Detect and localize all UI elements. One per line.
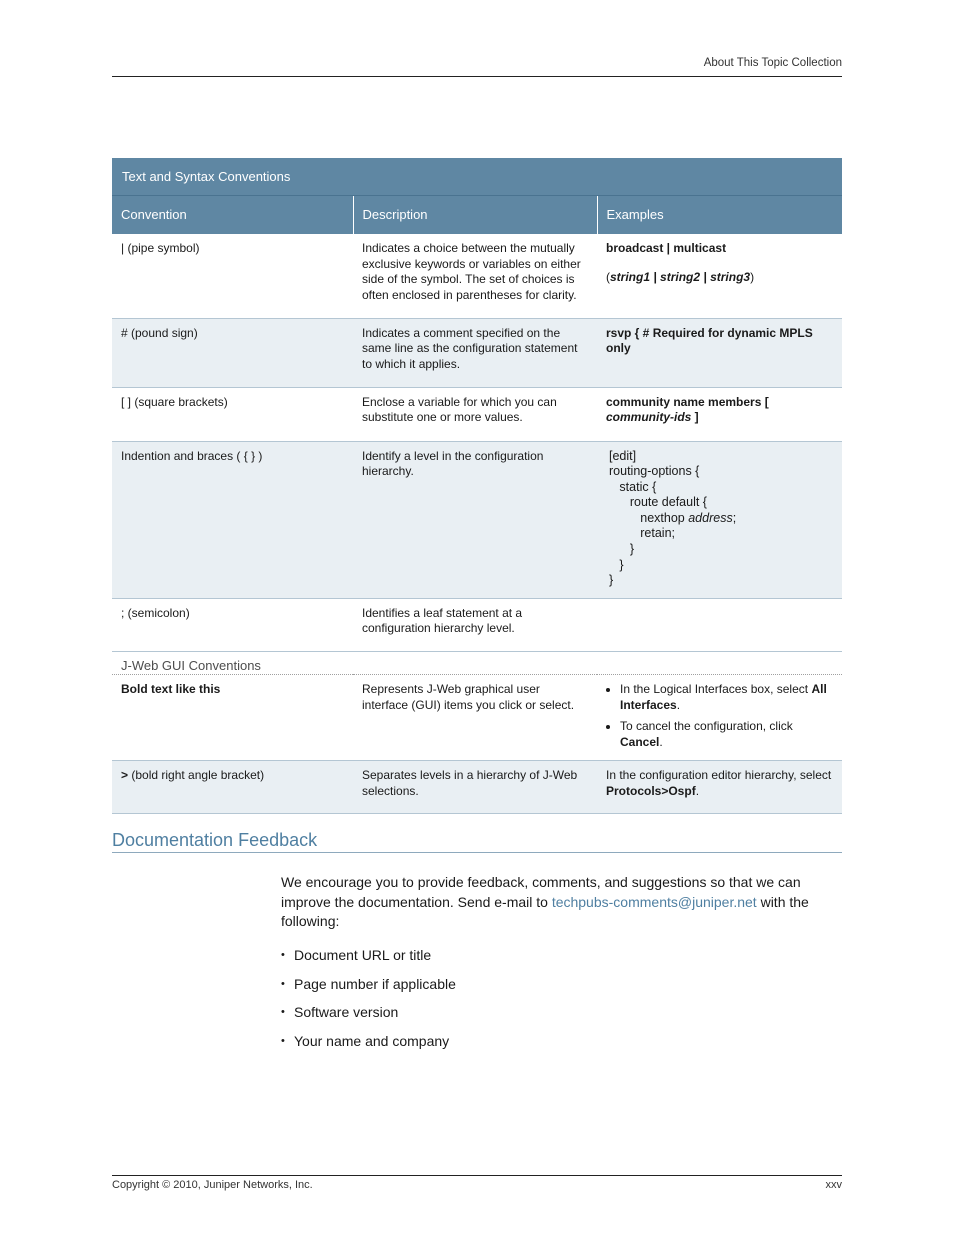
list-item xyxy=(281,946,456,975)
example-bracket: ] xyxy=(691,410,699,424)
example-line: community name members [ xyxy=(606,394,769,409)
list-item xyxy=(620,682,833,713)
paren-open: ( xyxy=(606,269,610,284)
table-row xyxy=(112,675,842,761)
conventions-table xyxy=(112,158,842,814)
running-header: About This Topic Collection xyxy=(112,57,842,77)
gui-section-title: J-Web GUI Conventions xyxy=(112,651,842,675)
list-item-text: Your name and company xyxy=(294,1033,450,1050)
paragraph-text: with the following: xyxy=(281,893,809,929)
example-cell xyxy=(597,761,842,814)
bullet-icon: • xyxy=(281,949,285,961)
code-variable: address xyxy=(688,510,733,525)
table-title: Text and Syntax Conventions xyxy=(112,158,842,196)
bullet-icon: • xyxy=(281,977,285,990)
description-cell: Indicates a choice between the mutually exclusive keywords or variables on either side of the symbol. The set of choices is often enclosed in parentheses for clarity. xyxy=(353,234,597,318)
gui-path: Protocols>Ospf xyxy=(606,783,696,798)
paren-close: ) xyxy=(750,269,755,284)
convention-cell: # (pound sign) xyxy=(112,318,353,387)
feedback-list xyxy=(281,946,456,1061)
example-cell: rsvp { # Required for dynamic MPLS only xyxy=(597,318,842,387)
bracket-symbol: > xyxy=(121,768,129,782)
list-item xyxy=(620,719,833,750)
list-item-text: Page number if applicable xyxy=(294,975,456,992)
table-row xyxy=(112,234,842,318)
feedback-paragraph xyxy=(281,873,841,932)
table-row xyxy=(112,598,842,651)
example-line xyxy=(606,410,833,426)
example-cell xyxy=(597,234,842,318)
gui-item: All Interfaces xyxy=(620,682,827,712)
convention-cell: Bold text like this xyxy=(112,675,353,761)
email-link[interactable]: techpubs-comments@juniper.net xyxy=(551,893,757,910)
list-item-text: In the Logical Interfaces box, select xyxy=(620,682,812,696)
column-header-convention: Convention xyxy=(112,196,353,235)
table-row xyxy=(112,761,842,814)
copyright: Copyright © 2010, Juniper Networks, Inc. xyxy=(112,1179,313,1191)
list-item-text: Document URL or title xyxy=(294,947,432,963)
example-cell xyxy=(597,441,842,598)
punctuation: . xyxy=(659,734,663,749)
example-list xyxy=(606,682,833,750)
example-cell xyxy=(597,387,842,441)
table-row xyxy=(112,318,842,387)
bullet-icon: • xyxy=(281,1006,285,1019)
description-cell: Represents J-Web graphical user interface (GUI) items you click or select. xyxy=(353,675,597,761)
example-line: broadcast | multicast xyxy=(606,241,727,255)
example-variables: string1 | string2 | string3 xyxy=(610,269,751,284)
column-header-examples: Examples xyxy=(597,196,842,235)
example-text: In the configuration editor hierarchy, select xyxy=(606,768,832,782)
paragraph-text: We encourage you to provide feedback, comments, and suggestions so that we can improve the documentation. Send e-mail to xyxy=(281,874,801,910)
list-item xyxy=(281,975,456,1004)
convention-cell xyxy=(112,761,353,814)
list-item xyxy=(281,1003,456,1032)
example-line xyxy=(606,270,833,286)
bullet-icon: • xyxy=(281,1035,285,1048)
convention-text: (bold right angle bracket) xyxy=(128,768,265,782)
description-cell: Identifies a leaf statement at a configuration hierarchy level. xyxy=(353,598,597,651)
example-cell xyxy=(597,675,842,761)
punctuation: . xyxy=(676,697,681,712)
column-header-description: Description xyxy=(353,196,597,235)
convention-cell: ; (semicolon) xyxy=(112,598,353,651)
list-item-text: Software version xyxy=(294,1004,399,1021)
list-item-text: To cancel the configuration, click xyxy=(620,719,793,733)
description-cell: Separates levels in a hierarchy of J-Web selections. xyxy=(353,761,597,814)
table-row xyxy=(112,441,842,598)
example-variable: community-ids xyxy=(606,410,692,424)
description-cell: Identify a level in the configuration hierarchy. xyxy=(353,441,597,598)
page-number: xxv xyxy=(825,1179,842,1191)
table-row xyxy=(112,387,842,441)
list-item xyxy=(281,1032,456,1061)
punctuation: . xyxy=(695,783,700,798)
code-block-start: [edit] routing-options { static { route default { nexthop xyxy=(609,448,707,525)
convention-cell: | (pipe symbol) xyxy=(112,234,353,318)
convention-cell: [ ] (square brackets) xyxy=(112,387,353,441)
section-heading: Documentation Feedback xyxy=(112,830,842,853)
page-footer xyxy=(112,1175,842,1191)
description-cell: Enclose a variable for which you can substitute one or more values. xyxy=(353,387,597,441)
description-cell: Indicates a comment specified on the same line as the configuration statement to which it applies. xyxy=(353,318,597,387)
section-row xyxy=(112,651,842,675)
gui-item: Cancel xyxy=(620,734,660,749)
code-block-end: ; retain; } } } xyxy=(609,510,737,588)
example-cell xyxy=(597,598,842,651)
convention-cell: Indention and braces ( { } ) xyxy=(112,441,353,598)
